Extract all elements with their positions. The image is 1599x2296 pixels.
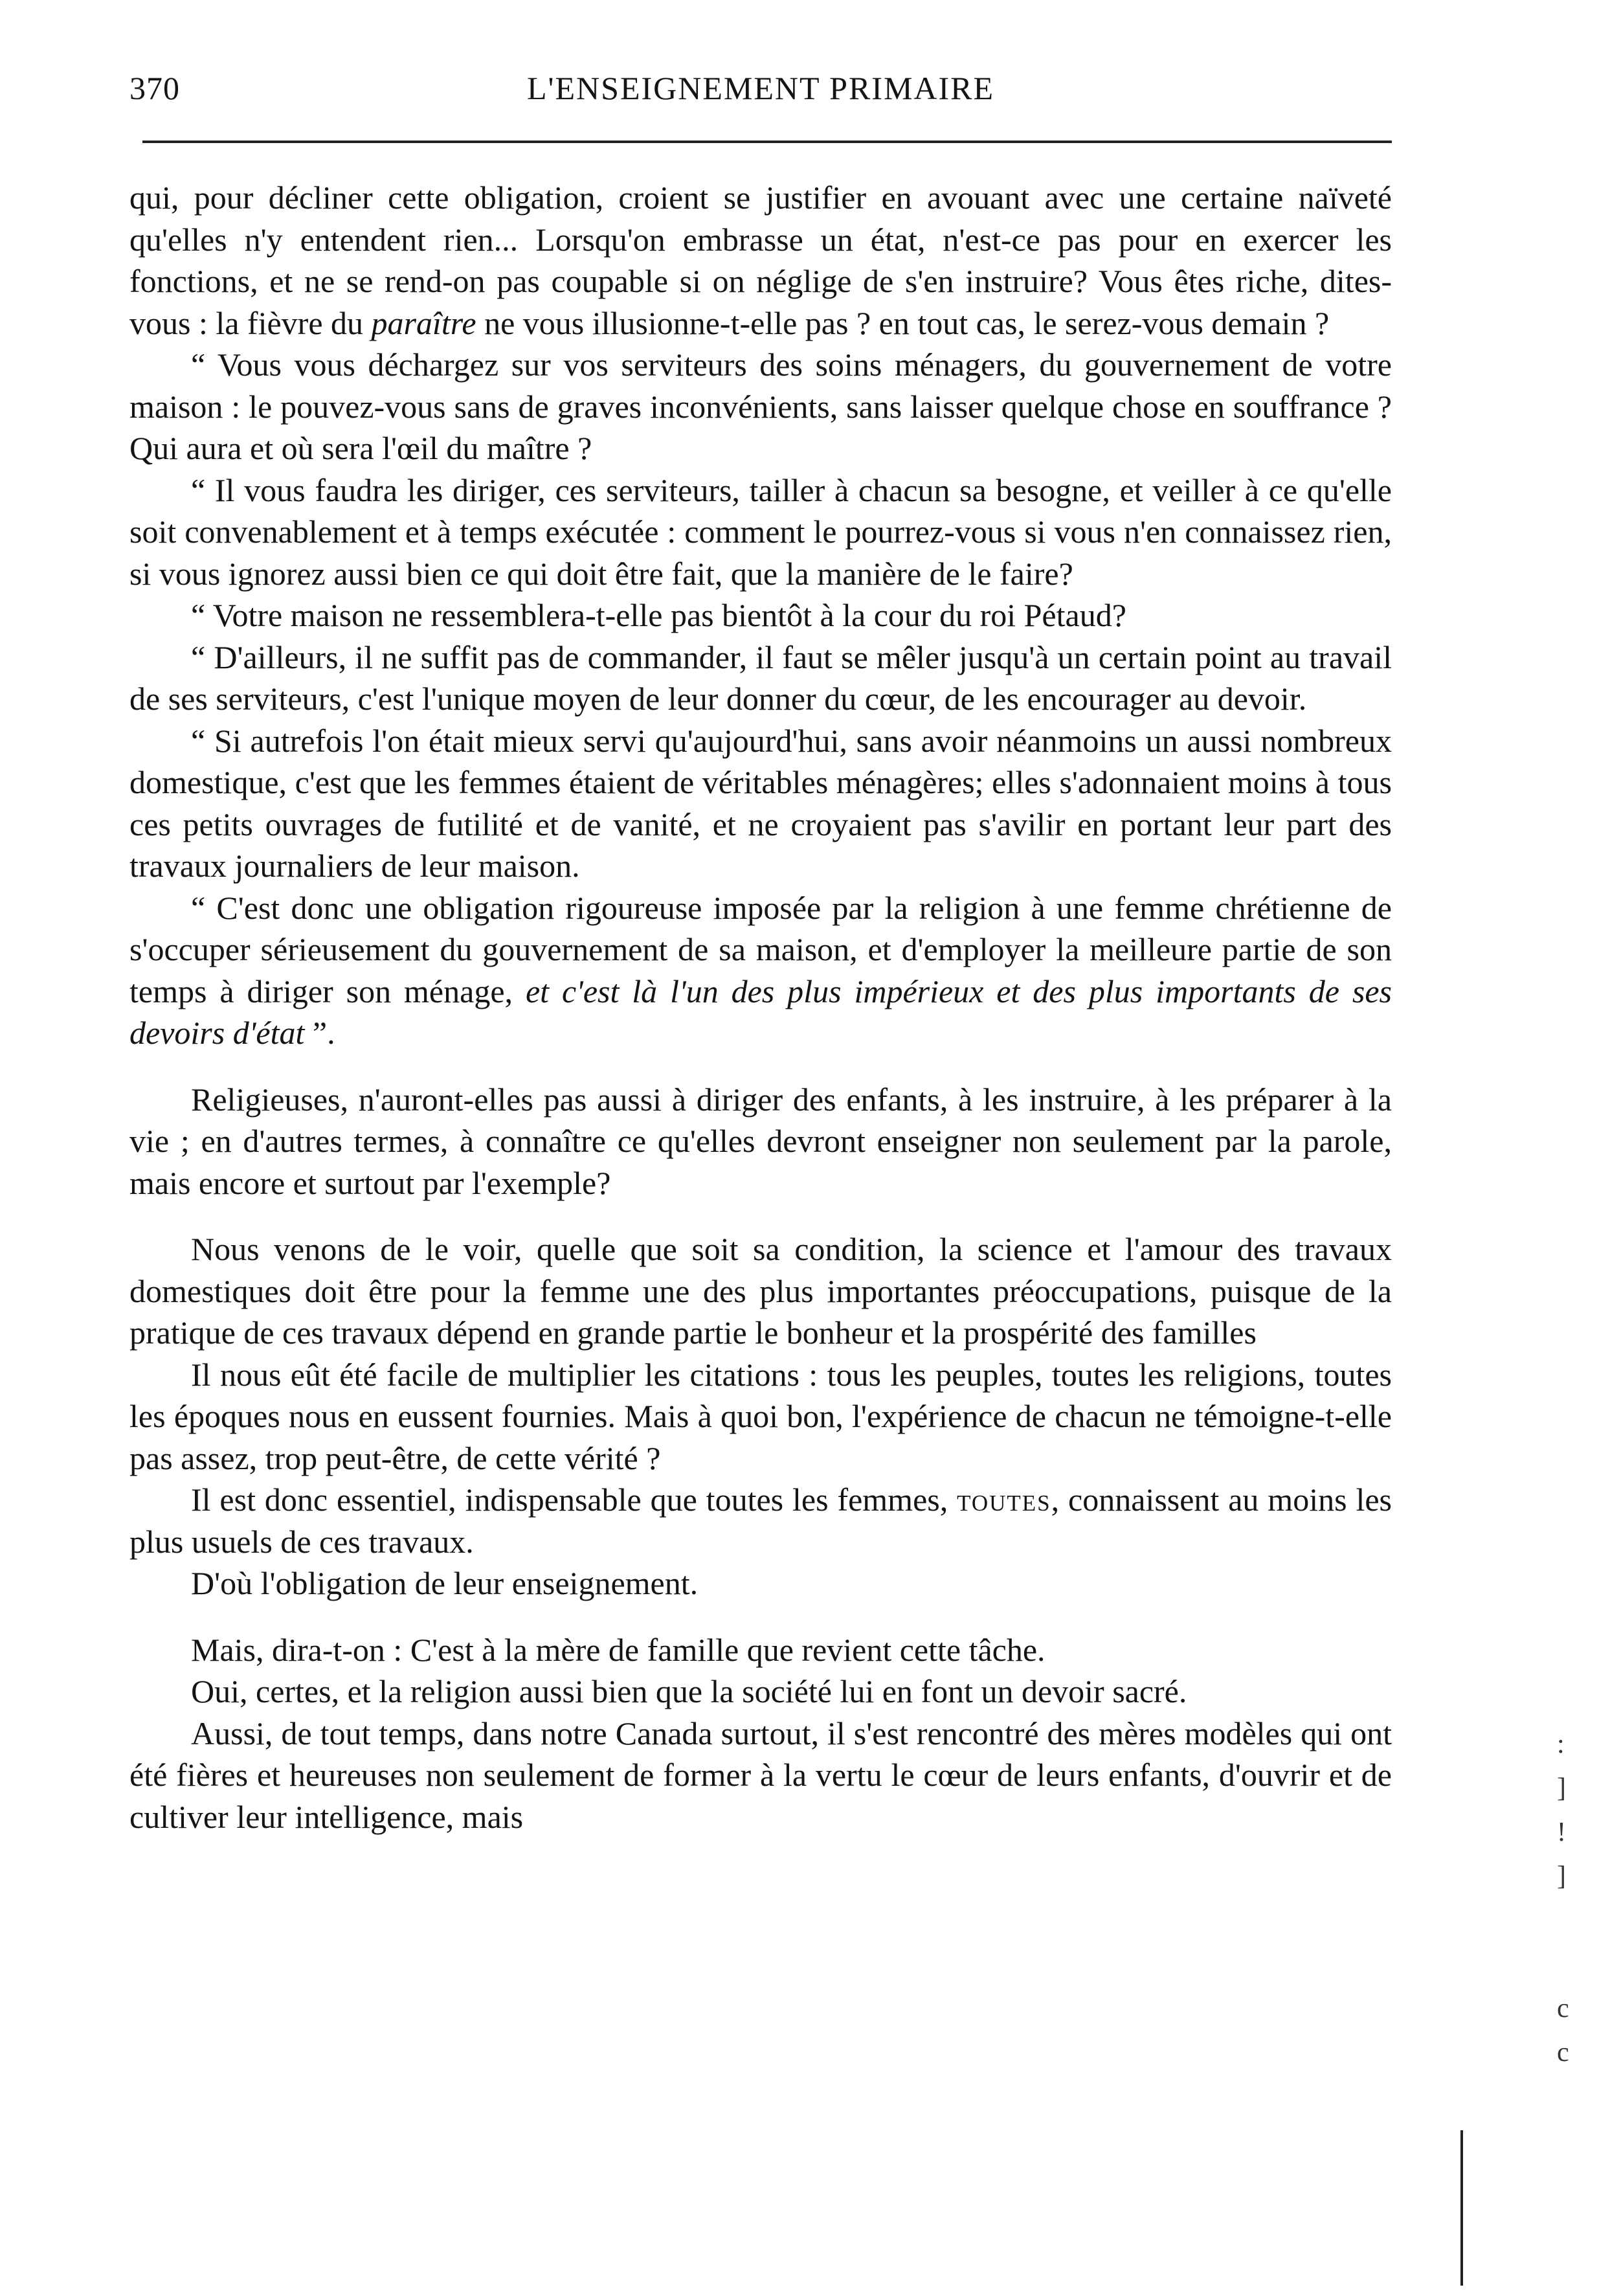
- paragraph-text: “ Votre maison ne ressemblera-t-elle pas bientôt à la cour du roi Pétaud?: [191, 597, 1126, 633]
- paragraph: [129, 469, 1392, 595]
- margin-line: [1460, 2130, 1463, 2286]
- margin-mark: [1557, 1942, 1583, 1986]
- italic-text: et c'est là l'un des plus impérieux et des plus importants de ses devoirs d'état: [129, 973, 1392, 1051]
- paragraph-text: “ Il vous faudra les diriger, ces serviteurs, tailler à chacun sa besogne, et veiller à ce qu'elle soit convenablement et à temps exécutée : comment le pourrez-vous si vous n'en connaissez rien, si vous ignorez aussi bien ce qui doit être fait, que la manière de le faire?: [129, 471, 1392, 592]
- paragraph: [129, 720, 1392, 887]
- paragraph: [129, 1713, 1392, 1838]
- paragraph-text: “ Vous vous déchargez sur vos serviteurs des soins ménagers, du gouvernement de votre maison : le pouvez-vous sans de graves inconvénients, sans laisser quelque chose en souffrance ? Qui aura et où sera l'œil du maître ?: [129, 346, 1392, 466]
- margin-mark: ]: [1557, 1862, 1566, 1891]
- paragraph-text: Oui, certes, et la religion aussi bien que la société lui en font un devoir sacré.: [191, 1673, 1187, 1709]
- paragraph-text: “ D'ailleurs, il ne suffit pas de commander, il faut se mêler jusqu'à un certain point au travail de ses serviteurs, c'est l'unique moyen de leur donner du cœur, de les encourager au devoir.: [129, 638, 1392, 717]
- paragraph-text: Aussi, de tout temps, dans notre Canada surtout, il s'est rencontré des mères modèles qui ont été fières et heureuses non seulement de former à la vertu le cœur de leurs enfants, d'ouvrir et de cultiver leur intelligence, mais: [129, 1715, 1392, 1835]
- smallcaps-text: toutes: [957, 1481, 1051, 1518]
- paragraph-text: Il est donc essentiel, indispensable que toutes les femmes,: [191, 1481, 957, 1518]
- paragraph-tail: ne vous illusionne-t-elle pas ? en tout cas, le serez-vous demain ?: [476, 304, 1330, 341]
- paragraph-text: “ Si autrefois l'on était mieux servi qu'aujourd'hui, sans avoir néanmoins un aussi nombreux domestique, c'est que les femmes étaient de véritables ménagères; elles s'adonnaient moins à tous ces petits ouvrages de futilité et de vanité, et ne croyaient pas s'avilir en portant leur part des travaux journaliers de leur maison.: [129, 722, 1392, 884]
- margin-mark: ]: [1557, 1773, 1566, 1803]
- paragraph: [129, 1671, 1392, 1713]
- margin-mark: !: [1557, 1818, 1566, 1847]
- paragraph: [129, 177, 1392, 344]
- paragraph: [129, 1354, 1392, 1480]
- paragraph-text: D'où l'obligation de leur enseignement.: [191, 1565, 699, 1601]
- paragraph-tail: , connaissent au moins les plus usuels de ces travaux.: [129, 1481, 1392, 1560]
- paragraph: [129, 1562, 1392, 1604]
- margin-marks: [1557, 1722, 1583, 2075]
- italic-text: paraître: [371, 304, 476, 341]
- paragraph-tail: ”.: [304, 1015, 335, 1051]
- margin-mark: c: [1557, 2038, 1569, 2067]
- margin-mark: c: [1557, 1994, 1569, 2023]
- header-rule: [142, 141, 1392, 143]
- page: [129, 62, 1392, 2250]
- body-text: [129, 177, 1392, 1838]
- paragraph: [129, 1629, 1392, 1671]
- paragraph: [129, 636, 1392, 720]
- paragraph: [129, 594, 1392, 636]
- margin-mark: :: [1557, 1729, 1565, 1759]
- paragraph-text: Religieuses, n'auront-elles pas aussi à diriger des enfants, à les instruire, à les préparer à la vie ; en d'autres termes, à connaître ce qu'elles devront enseigner non seulement par la parole, mais encore et surtout par l'exemple?: [129, 1081, 1392, 1201]
- paragraph-text: Nous venons de le voir, quelle que soit sa condition, la science et l'amour des travaux domestiques doit être pour la femme une des plus importantes préoccupations, puisque de la pratique de ces travaux dépend en grande partie le bonheur et la prospérité des familles: [129, 1231, 1392, 1351]
- paragraph-text: Il nous eût été facile de multiplier les citations : tous les peuples, toutes les religions, toutes les époques nous en eussent fournies. Mais à quoi bon, l'expérience de chacun ne témoigne-t-elle pas assez, trop peut-être, de cette vérité ?: [129, 1356, 1392, 1476]
- paragraph: [129, 887, 1392, 1054]
- paragraph: [129, 344, 1392, 469]
- paragraph-text: Mais, dira-t-on : C'est à la mère de famille que revient cette tâche.: [191, 1631, 1046, 1668]
- paragraph: [129, 1479, 1392, 1562]
- paragraph-text: “ C'est donc une obligation rigoureuse imposée par la religion à une femme chrétienne de s'occuper sérieusement du gouvernement de sa maison, et d'employer la meilleure partie de son temps à diriger son ménage,: [129, 889, 1392, 1009]
- margin-mark: [1557, 1898, 1583, 1942]
- page-number: 370: [129, 70, 180, 106]
- paragraph: [129, 1228, 1392, 1354]
- paragraph: [129, 1079, 1392, 1204]
- running-title: L'ENSEIGNEMENT PRIMAIRE: [526, 70, 995, 106]
- paragraph-text: qui, pour décliner cette obligation, croient se justifier en avouant avec une certaine naïveté qu'elles n'y entendent rien... Lorsqu'on embrasse un état, n'est-ce pas pour en exercer les fonctions, et ne se rend-on pas coupable si on néglige de s'en instruire? Vous êtes riche, dites-vous : la fièvre du: [129, 179, 1392, 341]
- page-header: [129, 62, 1392, 107]
